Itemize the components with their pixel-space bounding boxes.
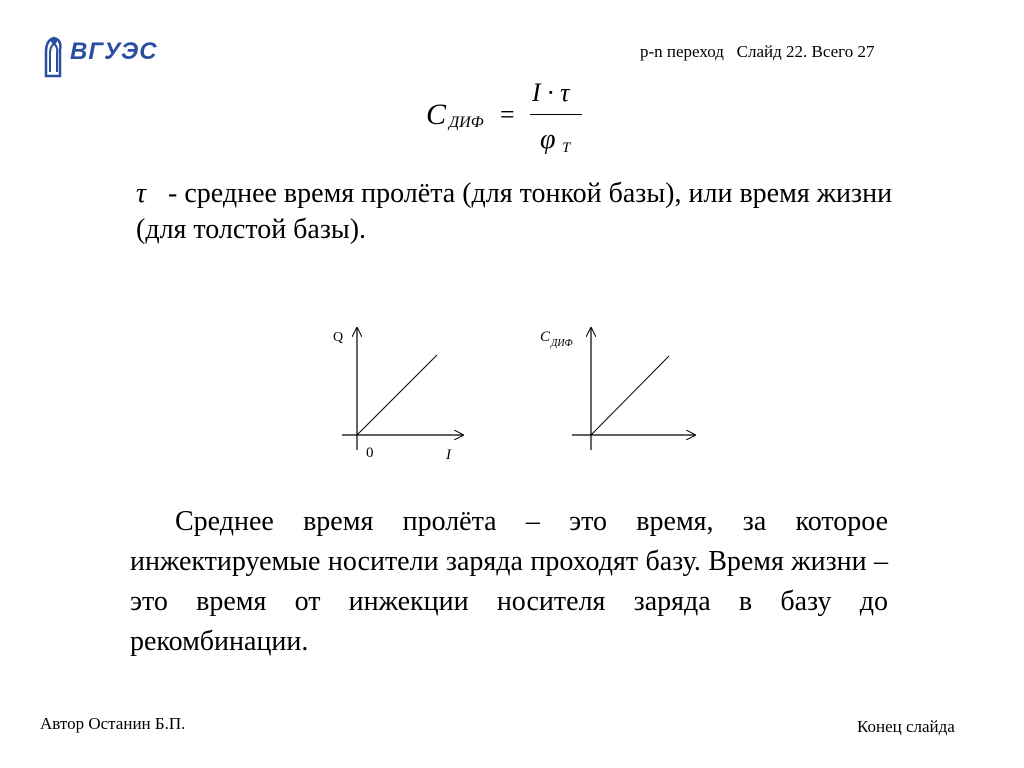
graph-q-y-label: Q xyxy=(333,330,344,345)
end-slide-link[interactable]: Конец слайда xyxy=(857,717,955,736)
formula-numerator: I · τ xyxy=(532,78,570,107)
formula-lhs: C xyxy=(426,98,447,131)
graph-c-y-label: C xyxy=(540,329,551,345)
graph-q-origin-label: 0 xyxy=(366,445,374,461)
logo-text: ВГУЭС xyxy=(70,38,158,65)
tau-note xyxy=(136,176,896,248)
graph-q-x-label: I xyxy=(446,447,451,463)
tau-symbol: τ xyxy=(136,178,147,209)
formula-denominator: φ xyxy=(540,124,556,155)
graph-q xyxy=(333,328,463,463)
graph-c-y-label-sub: ДИФ xyxy=(551,338,573,349)
formula-lhs-sub: ДИФ xyxy=(449,114,484,131)
tau-note-text: - среднее время пролёта (для тонкой базы), или время жизни (для толстой базы). xyxy=(136,178,893,245)
definition-paragraph: Среднее время пролёта – это время, за которое инжектируемые носители заряда проходят базу. Время жизни – это время от инжекции носителя заряда в базу до рекомбинации. xyxy=(130,506,888,657)
formula-equals: = xyxy=(500,100,515,129)
graph-c-line xyxy=(591,356,669,435)
formula-fraction-bar xyxy=(530,114,582,115)
logo-emblem-icon xyxy=(38,32,68,80)
formula xyxy=(420,78,600,168)
graph-q-line xyxy=(357,355,437,435)
graphs xyxy=(320,320,720,470)
formula-denominator-sub: T xyxy=(562,140,571,156)
graph-c xyxy=(540,328,695,450)
slide-header: p-n переход Слайд 22. Всего 27 xyxy=(640,42,875,61)
footer-author: Автор Останин Б.П. xyxy=(40,714,186,733)
